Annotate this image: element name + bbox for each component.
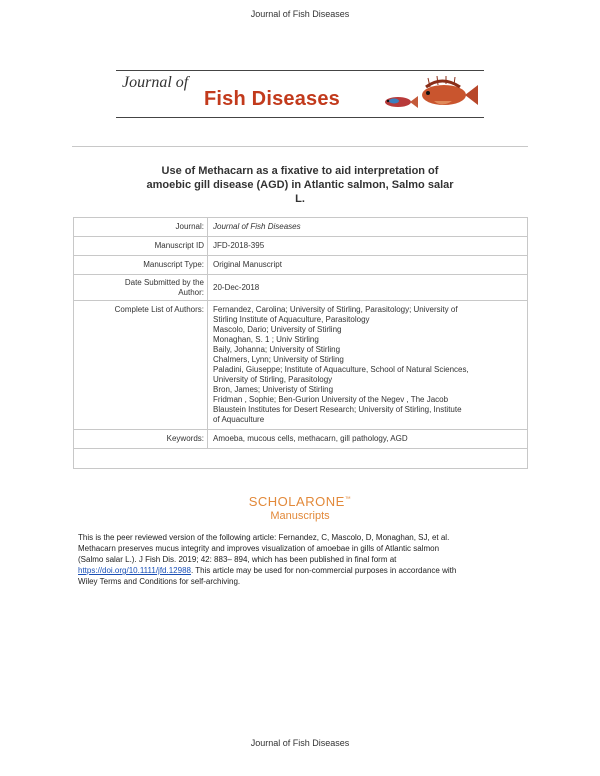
manuscript-id-label: Manuscript ID	[74, 237, 208, 256]
logo-line2: Manuscripts	[270, 510, 330, 522]
logo-line1	[0, 494, 600, 509]
journal-banner	[116, 70, 484, 118]
author-line: Monaghan, S. 1 ; Univ Stirling	[213, 335, 319, 344]
author-line: Chalmers, Lynn; University of Stirling	[213, 355, 344, 364]
trademark-mark: ™	[344, 496, 352, 503]
date-submitted-row	[74, 275, 528, 301]
author-line: of Aquaculture	[213, 415, 265, 424]
manuscript-id-row	[74, 237, 528, 256]
running-footer: Journal of Fish Diseases	[250, 738, 350, 748]
author-line: Fernandez, Carolina; University of Stirling, Parasitology; University of	[213, 305, 458, 314]
journal-label: Journal:	[74, 218, 208, 237]
note-line: Methacarn preserves mucus integrity and improves visualization of amoebae in gills of Atlantic salmon	[78, 544, 440, 553]
note-line	[78, 565, 526, 576]
header-divider	[72, 146, 528, 147]
author-line: Stirling Institute of Aquaculture, Parasitology	[213, 315, 370, 324]
date-submitted-label-line: Author:	[178, 287, 204, 297]
manuscript-type-row	[74, 256, 528, 275]
date-submitted-label	[74, 275, 208, 301]
author-line: Bron, James; Univeristy of Stirling	[213, 385, 334, 394]
keywords-row	[74, 430, 528, 449]
banner-line2: Fish Diseases	[204, 88, 341, 110]
manuscript-type-label: Manuscript Type:	[74, 256, 208, 275]
peer-review-note	[78, 532, 526, 587]
date-submitted-value: 20-Dec-2018	[208, 275, 528, 301]
note-line: This is the peer reviewed version of the following article: Fernandez, C, Mascolo, D, Monaghan, SJ, et al.	[78, 533, 450, 542]
paper-title	[110, 164, 490, 206]
authors-row	[74, 301, 528, 430]
journal-value: Journal of Fish Diseases	[208, 218, 528, 237]
title-line: Use of Methacarn as a fixative to aid interpretation of	[161, 165, 439, 177]
manuscript-metadata-table	[73, 217, 528, 469]
author-line: Paladini, Giuseppe; Institute of Aquaculture, School of Natural Sciences,	[213, 365, 469, 374]
note-after-link: . This article may be used for non-commercial purposes in accordance with	[190, 566, 457, 575]
authors-label: Complete List of Authors:	[74, 301, 208, 430]
manuscript-type-value: Original Manuscript	[208, 256, 528, 275]
banner-line1: Journal of	[122, 74, 189, 91]
author-line: Blaustein Institutes for Desert Research; University of Stirling, Institute	[213, 405, 462, 414]
author-line: University of Stirling, Parasitology	[213, 375, 333, 384]
manuscript-id-value: JFD-2018-395	[208, 237, 528, 256]
author-line: Fridman , Sophie; Ben-Gurion University of the Negev , The Jacob	[213, 395, 449, 404]
note-line: (Salmo salar L.). J Fish Dis. 2019; 42: 883– 894, which has been published in final form at	[78, 555, 397, 564]
empty-row	[74, 449, 528, 469]
empty-cell	[74, 449, 528, 469]
author-line: Baily, Johanna; University of Stirling	[213, 345, 341, 354]
date-submitted-label-line: Date Submitted by the	[124, 277, 204, 287]
author-line: Mascolo, Dario; University of Stirling	[213, 325, 342, 334]
logo-wordmark: SCHOLARONE	[248, 494, 345, 509]
keywords-label: Keywords:	[74, 430, 208, 449]
note-line: Wiley Terms and Conditions for self-archiving.	[78, 577, 241, 586]
large-fish-icon	[412, 73, 480, 113]
doi-link[interactable]: https://doi.org/10.1111/jfd.12988	[78, 566, 191, 575]
title-line: amoebic gill disease (AGD) in Atlantic salmon, Salmo salar	[146, 179, 454, 191]
keywords-value: Amoeba, mucous cells, methacarn, gill pathology, AGD	[208, 430, 528, 449]
title-line: L.	[295, 193, 305, 205]
journal-row	[74, 218, 528, 237]
scholarone-logo	[0, 494, 600, 522]
running-header: Journal of Fish Diseases	[250, 9, 350, 19]
authors-value	[208, 301, 528, 430]
